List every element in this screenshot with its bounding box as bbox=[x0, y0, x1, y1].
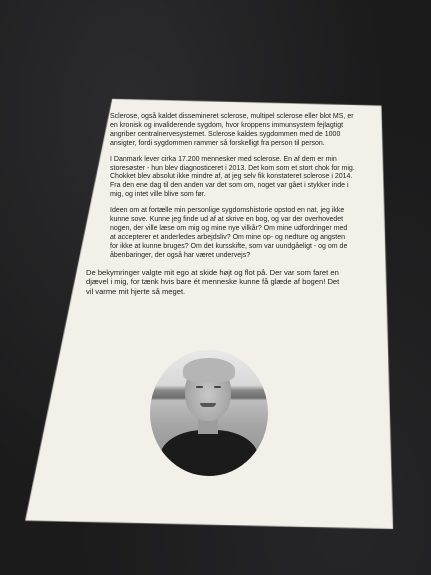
portrait-left-eye bbox=[196, 386, 203, 388]
blurb-paragraph-1: Sclerose, også kaldet dissemineret sclerose, multipel sclerose eller blot MS, er en kronisk og invaliderende sygdom, hvor kroppens immunsystem fejlagtigt angriber centralnervesystemet. Sclerose kaldes sygdommen med de 1000 ansigter, fordi sygdommen rammer så forskelligt fra person til person. bbox=[110, 113, 354, 147]
blurb-paragraph-4: De bekymringer valgte mit ego at skide højt og flot på. Der var som faret en djævel i mig, for tænk hvis bare ét menneske kunne få glæde af bogen! Det vil varme mit hjerte så meget. bbox=[86, 267, 340, 296]
portrait-smile bbox=[200, 403, 216, 407]
author-portrait bbox=[150, 350, 268, 476]
portrait-shirt bbox=[160, 430, 258, 476]
portrait-right-eye bbox=[214, 386, 221, 388]
blurb-paragraph-2: I Danmark lever cirka 17.200 mennesker med sclerose. En af dem er min storesøster - hun blev diagnosticeret i 2013. Det kom som et stort chok for mig. Chokket blev absolut ikke mindre af, at jeg selv fik konstateret sclerose i 2014. Fra den ene dag til den anden var det som om, noget var gået i stykker inde i mig, og intet ville blive som før. bbox=[110, 155, 355, 199]
portrait-hair bbox=[183, 358, 235, 382]
blurb-text bbox=[86, 113, 355, 303]
blurb-paragraph-3: Ideen om at fortælle min personlige sygdomshistorie opstod en nat, jeg ikke kunne sove. Kunne jeg finde ud af at skrive en bog, og var der overhovedet nogen, der ville læse om mig og mine nye vilkår? Om mine udfordringer med at accepterer et anderledes arbejdsliv? Om mine op- og nedture og angsten for ikke at kunne bruges? Om det kursskifte, som var uundgåeligt - og om de åbenbaringer, der også har været undervejs? bbox=[110, 207, 348, 259]
